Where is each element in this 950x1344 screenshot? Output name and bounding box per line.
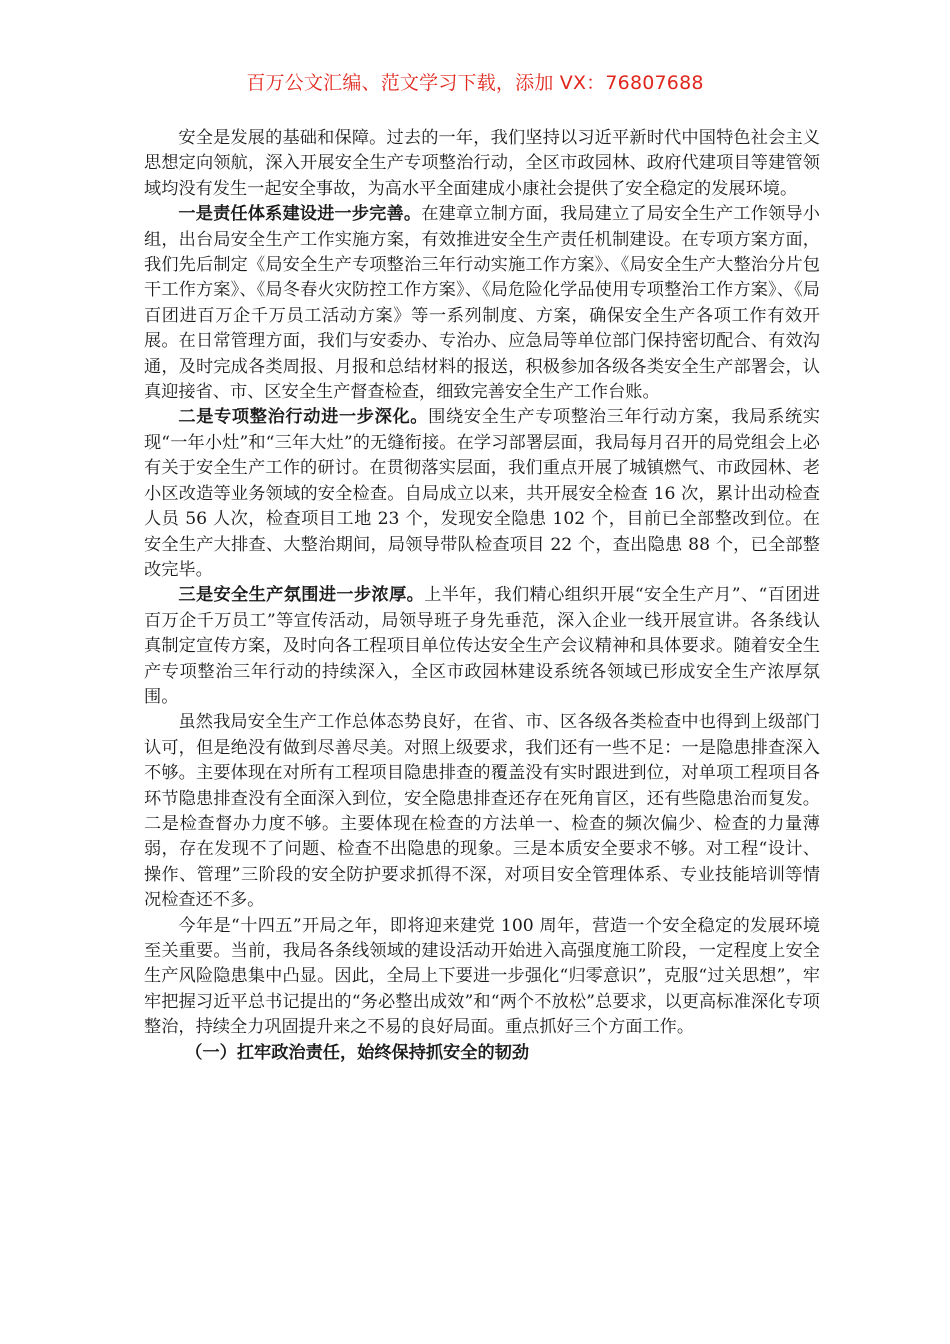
- paragraph-intro: [144, 126, 820, 202]
- paragraph-text: 虽然我局安全生产工作总体态势良好，在省、市、区各级各类检查中也得到上级部门认可，但是绝没有做到尽善尽美。对照上级要求，我们还有一些不足：一是隐患排查深入不够。主要体现在对所有工程项目隐患排查的覆盖没有实时跟进到位，对单项工程项目各环节隐患排查没有全面深入到位，安全隐患排查还存在死角盲区，还有些隐患治而复发。二是检查督办力度不够。主要体现在检查的方法单一、检查的频次偏少、检查的力量薄弱，存在发现不了问题、检查不出隐患的现象。三是本质安全要求不够。对工程“设计、操作、管理”三阶段的安全防护要求抓得不深，对项目安全管理体系、专业技能培训等情况检查还不多。: [144, 712, 820, 911]
- paragraph-safety-atmosphere: [144, 583, 820, 710]
- paragraph-text: 安全是发展的基础和保障。过去的一年，我们坚持以习近平新时代中国特色社会主义思想定向领航，深入开展安全生产专项整治行动，全区市政园林、政府代建项目等建管领域均没有发生一起安全事故，为高水平全面建成小康社会提供了安全稳定的发展环境。: [144, 128, 820, 199]
- paragraph-outlook: [144, 914, 820, 1041]
- paragraph-special-rectification: [144, 405, 820, 583]
- paragraph-text: 上半年，我们精心组织开展“安全生产月”、“百团进百万企千万员工”等宣传活动，局领导班子身先垂范，深入企业一线开展宣讲。各条线认真制定宣传方案，及时向各工程项目单位传达安全生产会议精神和具体要求。随着安全生产专项整治三年行动的持续深入，全区市政园林建设系统各领域已形成安全生产浓厚氛围。: [144, 585, 820, 707]
- paragraph-lead: 三是安全生产氛围进一步浓厚。: [178, 585, 425, 606]
- watermark-header: 百万公文汇编、范文学习下载，添加 VX：76807688: [246, 72, 704, 94]
- paragraph-text: 在建章立制方面，我局建立了局安全生产工作领导小组，出台局安全生产工作实施方案，有效推进安全生产责任机制建设。在专项方案方面，我们先后制定《局安全生产专项整治三年行动实施工作方案》、《局安全生产大整治分片包干工作方案》、《局冬春火灾防控工作方案》、《局危险化学品使用专项整治工作方案》、《局百团进百万企千万员工活动方案》等一系列制度、方案，确保安全生产各项工作有效开展。在日常管理方面，我们与安委办、专治办、应急局等单位部门保持密切配合、有效沟通，及时完成各类周报、月报和总结材料的报送，积极参加各级各类安全生产部署会，认真迎接省、市、区安全生产督查检查，细致完善安全生产工作台账。: [144, 204, 820, 403]
- paragraph-text: 今年是“十四五”开局之年，即将迎来建党 100 周年，营造一个安全稳定的发展环境至关重要。当前，我局各条线领域的建设活动开始进入高强度施工阶段，一定程度上安全生产风险隐患集中凸显。因此，全局上下要进一步强化“归零意识”，克服“过关思想”，牢牢把握习近平总书记提出的“务必整出成效”和“两个不放松”总要求，以更高标准深化专项整治，持续全力巩固提升来之不易的良好局面。重点抓好三个方面工作。: [144, 915, 820, 1038]
- paragraph-shortcomings: [144, 710, 820, 913]
- paragraph-text: 围绕安全生产专项整治三年行动方案，我局系统实现“一年小灶”和“三年大灶”的无缝衔接。在学习部署层面，我局每月召开的局党组会上必有关于安全生产工作的研讨。在贯彻落实层面，我们重点开展了城镇燃气、市政园林、老小区改造等业务领域的安全检查。自局成立以来，共开展安全检查 16 次，累计出动检查人员 56 人次，检查项目工地 23 个，发现安全隐患 102 个，目前已全部整改到位。在安全生产大排查、大整治期间，局领导带队检查项目 22 个，查出隐患 88 个，已全部整改完毕。: [144, 407, 820, 580]
- paragraph-lead: 二是专项整治行动进一步深化。: [178, 407, 429, 428]
- paragraph-lead: 一是责任体系建设进一步完善。: [178, 204, 422, 225]
- document-body: [144, 126, 820, 1066]
- section-heading: （一）扛牢政治责任，始终保持抓安全的韧劲: [185, 1042, 530, 1063]
- paragraph-responsibility-system: [144, 202, 820, 405]
